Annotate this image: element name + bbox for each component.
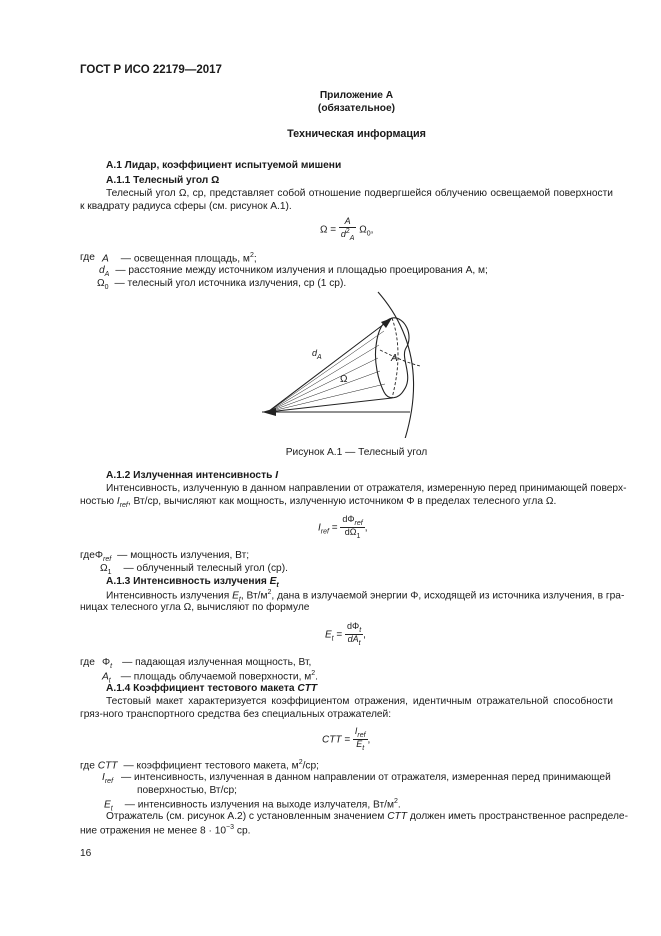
def-item-power: гдеΦ$_{ref}$ — мощность излучения, Вт; [80,550,250,564]
section-a12-line2: ностью $I_{ref}$, Вт/ср, вычисляют как мощность, излученную источником Φ в пределах телесного угла Ω. [80,496,557,510]
section-a12-line1: Интенсивность, излученную в данном направлении от отражателя, измеренную перед принимающей поверх- [106,483,627,494]
figure-label-A: A [391,353,398,364]
def-item-area: A — освещенная площадь, $м^2$; [102,252,257,265]
formula-fraction: $\frac{A}{d^2_A}$ [340,216,355,242]
figure-label-omega: Ω [340,374,348,385]
section-a11-title: А.1.1 Телесный угол Ω [106,175,220,186]
def-item-iref: $I_{ref}$ — интенсивность, излученная в данном направлении от отражателя, измеренная перед принимающей [102,772,611,786]
figure-solid-angle [0,288,661,438]
def-where-label-2: где [80,657,95,668]
section-a1-title: А.1 Лидар, коэффициент испытуемой мишени [106,160,342,171]
appendix-heading: Техническая информация [287,128,426,140]
appendix-status: (обязательное) [317,103,396,114]
formula-lhs: Ω = [320,224,337,236]
def-item-source-angle: $\Omega_0$ — телесный угол источника излучения, ср (1 ср). [97,278,347,292]
section-a14-paragraph: Тестовый макет характеризуется коэффициентом отражения, идентичным отражательной способности гряз-ного транспортного средства без специальных отражателей: [80,696,613,720]
section-a12-title: А.1.2 Излученная интенсивность I [106,470,279,481]
formula-irradiance: $E_t$ = $\frac{d\Phi_t}{dA_t}$ , [325,621,366,648]
def-item-ctt: где CTT — коэффициент тестового макета, $м^2/ср$; [80,759,320,772]
formula-intensity: $I_{ref}$ = $\frac{d\Phi_{ref}}{d\Omega_1}$ , [318,514,368,541]
section-a13-title: А.1.3 Интенсивность излучения $E_t$ [106,576,279,590]
def-item-incident-power: $\Phi_t$ — падающая излученная мощность, Вт, [102,657,312,671]
section-a14-line4: ние отражения не менее $8 \cdot 10^{-3}$ ср. [80,824,251,837]
page-number: 16 [80,848,92,859]
figure-caption: Рисунок А.1 — Телесный угол [285,447,428,458]
formula-solid-angle: Ω = $\frac{A}{d^2_A}$ $\Omega_0$, [320,216,374,242]
standard-header: ГОСТ Р ИСО 22179—2017 [80,64,222,76]
figure-label-dA: $d_A$ [312,348,322,361]
section-a14-line3: Отражатель (см. рисунок А.2) с установленным значением CTT должен иметь пространственное распределе- [106,811,628,822]
formula-ctt: CTT = $\frac{I_{ref}}{E_t}$ , [322,726,371,753]
def-item-irradiated-area: $A_t$ — площадь облучаемой поверхности, $м^2$. [102,670,318,685]
def-item-irradiated-angle: $\Omega_1$ — облученный телесный угол (ср). [100,563,288,577]
section-a13-line1: Интенсивность излучения $E_t$, $Вт/м^2$, дана в излучаемой энергии Φ, исходящей из источника излучения, в гра- [106,589,625,604]
def-where-label: где [80,252,95,263]
def-item-iref-cont: поверхностью, Вт/ср; [137,785,237,796]
appendix-title: Приложение А [319,90,394,101]
section-a11-paragraph: Телесный угол Ω, ср, представляет собой отношение подвергшейся облучению освещаемой поверхности к квадрату радиуса сферы (см. рисунок А.1). [80,188,613,212]
def-item-distance: $d_A$ — расстояние между источником излучения и площадью проецирования A, м; [99,265,488,279]
def-item-et: $E_t$ — интенсивность излучения на выходе излучателя, $Вт/м^2$. [104,798,401,813]
section-a14-title: А.1.4 Коэффициент тестового макета CTT [106,683,318,694]
section-a13-line2: ницах телесного угла Ω, вычисляют по формуле [80,602,310,613]
